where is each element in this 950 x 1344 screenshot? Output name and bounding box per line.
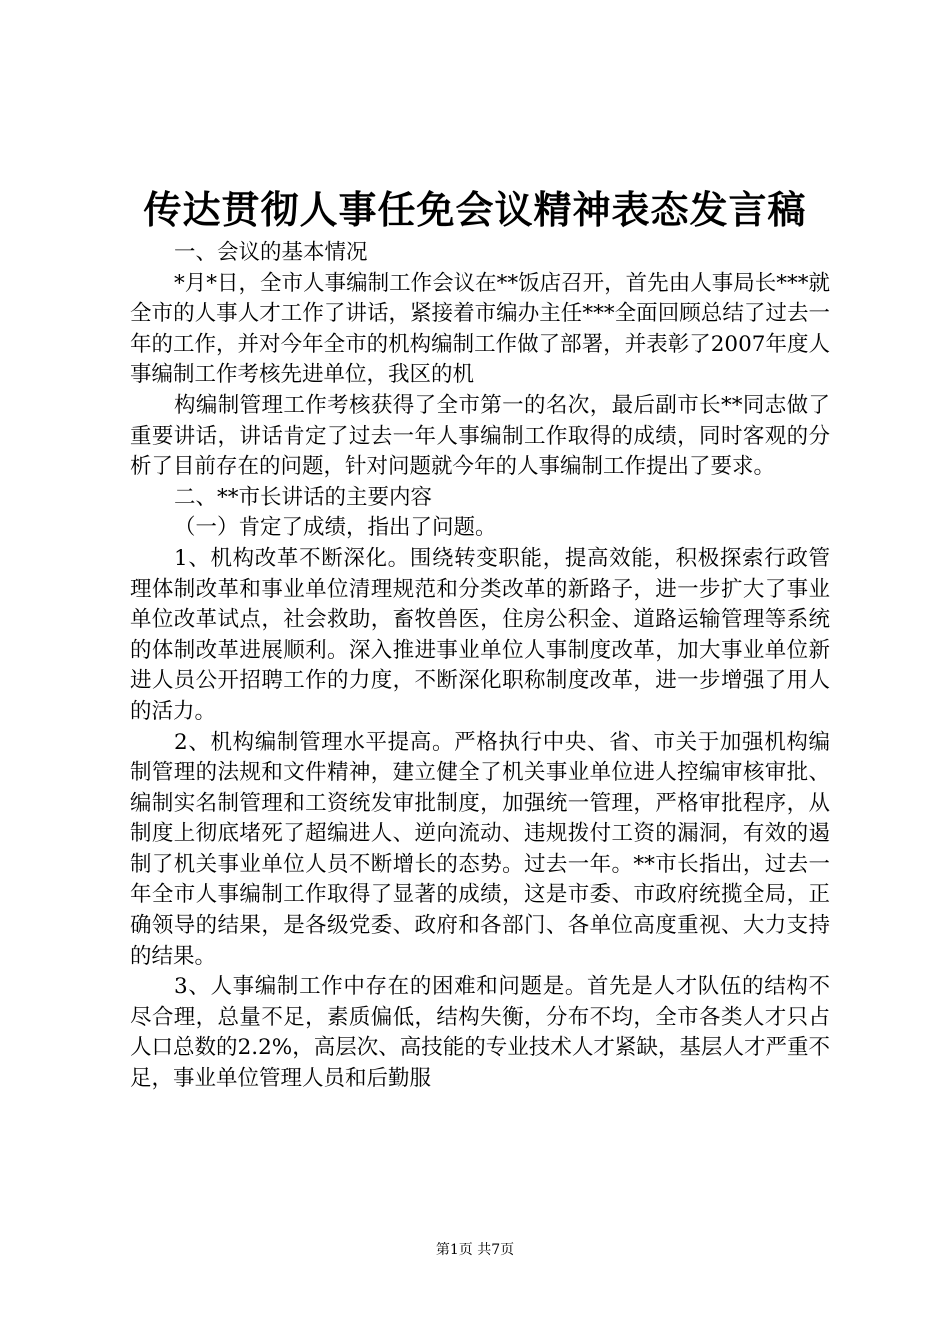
body-paragraph: 1、机构改革不断深化。围绕转变职能，提高效能，积极探索行政管理体制改革和事业单位清理规范和分类改革的新路子，进一步扩大了事业单位改革试点，社会救助，畜牧兽医，住房公积金、道路运输管理等系统的体制改革进展顺利。深入推进事业单位人事制度改革，加大事业单位新进人员公开招聘工作的力度，不断深化职称制度改革，进一步增强了用人的活力。 bbox=[130, 545, 830, 724]
body-paragraph: *月*日，全市人事编制工作会议在**饭店召开，首先由人事局长***就全市的人事人才工作了讲话，紧接着市编办主任***全面回顾总结了过去一年的工作，并对今年全市的机构编制工作做了部署，并表彰了2007年度人事编制工作考核先进单位，我区的机 bbox=[130, 270, 830, 388]
section-heading: 二、**市长讲话的主要内容 bbox=[174, 484, 433, 510]
page-number-footer: 第1页 共7页 bbox=[435, 1242, 515, 1258]
subsection-heading: （一）肯定了成绩，指出了问题。 bbox=[174, 515, 497, 541]
body-paragraph: 2、机构编制管理水平提高。严格执行中央、省、市关于加强机构编制管理的法规和文件精神，建立健全了机关事业单位进人控编审核审批、编制实名制管理和工资统发审批制度，加强统一管理，严格审批程序，从制度上彻底堵死了超编进人、逆向流动、违规拨付工资的漏洞，有效的遏制了机关事业单位人员不断增长的态势。过去一年。**市长指出，过去一年全市人事编制工作取得了显著的成绩，这是市委、市政府统揽全局，正确领导的结果，是各级党委、政府和各部门、各单位高度重视、大力支持的结果。 bbox=[130, 729, 830, 969]
body-paragraph: 3、人事编制工作中存在的困难和问题是。首先是人才队伍的结构不尽合理，总量不足，素质偏低，结构失衡，分布不均，全市各类人才只占人口总数的2.2%，高层次、高技能的专业技术人才紧缺，基层人才严重不足，事业单位管理人员和后勤服 bbox=[130, 974, 830, 1092]
body-paragraph: 构编制管理工作考核获得了全市第一的名次，最后副市长**同志做了重要讲话，讲话肯定了过去一年人事编制工作取得的成绩，同时客观的分析了目前存在的问题，针对问题就今年的人事编制工作提出了要求。 bbox=[130, 392, 830, 480]
document-body bbox=[130, 238, 830, 1095]
section-heading: 一、会议的基本情况 bbox=[174, 240, 368, 265]
document-title: 传达贯彻人事任免会议精神表态发言稿 bbox=[143, 187, 807, 232]
